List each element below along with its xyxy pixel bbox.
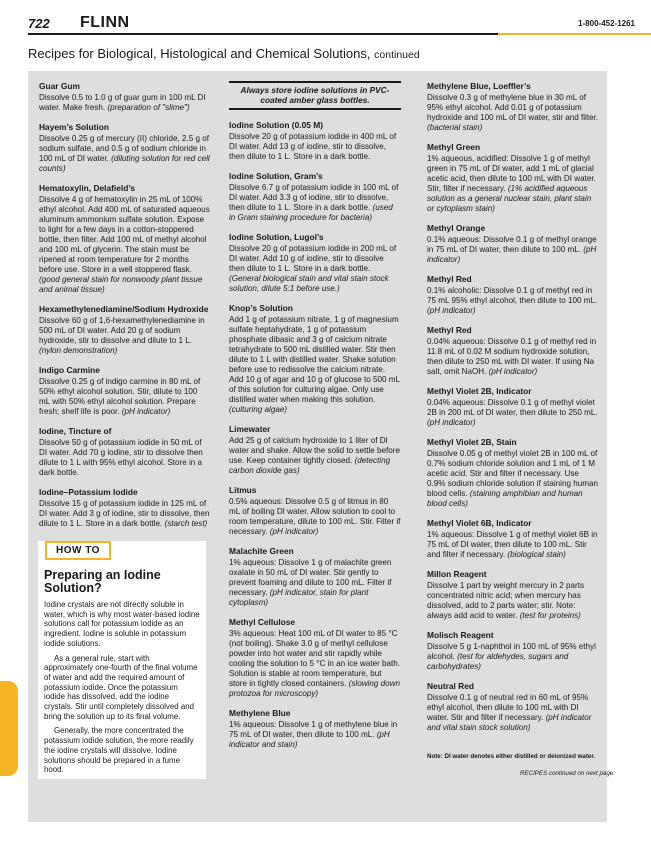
recipe-body <box>229 132 401 162</box>
recipe-body <box>39 499 210 529</box>
recipe-title: Hayem’s Solution <box>39 122 109 132</box>
recipe-instructions: Dissolve 0.25 g of indigo carmine in 80 mL of 50% ethyl alcohol solution. Stir, dilute to 100 mL with 50% ethyl alcohol solution. Prepare fresh; shelf life is poor. <box>39 377 201 416</box>
recipe-use-note: (staining amphibian and human blood cells) <box>427 489 583 508</box>
section-title-continued: continued <box>374 49 420 61</box>
recipe-use-note: (bacterial stain) <box>427 123 483 132</box>
recipe-title: Litmus <box>229 485 257 495</box>
recipe-instructions: 1% aqueous: Dissolve 1 g of methylene blue in 75 mL of DI water, then dilute to 100 mL. <box>229 720 398 739</box>
recipe-instructions: 3% aqueous: Heat 100 mL of DI water to 85 °C (not boiling). Shake 3.0 g of methyl cellulose powder into hot water and stir rapidly while cooling the solution to 5 °C in an ice water bath. Solution is stable at room temperature, but store in tightly closed containers. <box>229 629 401 688</box>
recipe-entry <box>427 81 599 133</box>
howto-badge: HOW TO <box>45 541 111 560</box>
recipe-use-note: (pH indicator, stain for plant cytoplasm) <box>229 588 369 607</box>
recipe-entry <box>427 386 599 428</box>
recipe-use-note: (pH indicator) <box>427 245 597 264</box>
recipe-title: Methylene Blue <box>229 708 291 718</box>
column-3 <box>427 81 599 742</box>
recipe-title: Methyl Green <box>427 142 481 152</box>
recipe-body <box>427 337 599 377</box>
recipe-title: Iodine Solution (0.05 M) <box>229 120 323 130</box>
recipe-use-note: (pH indicator) <box>121 407 171 416</box>
recipe-body <box>39 316 210 356</box>
recipe-instructions: 1% aqueous: Dissolve 1 g of methyl violet 6B in 75 mL of DI water, then dilute to 100 mL. Stir and filter if necessary. <box>427 530 598 559</box>
recipe-entry <box>427 325 599 377</box>
section-title-text: Recipes for Biological, Histological and Chemical Solutions, <box>28 46 371 61</box>
recipe-instructions: Dissolve 0.5 to 1.0 g of guar gum in 100 mL DI water. Make fresh. <box>39 93 206 112</box>
recipe-instructions: 0.1% alcoholic: Dissolve 0.1 g of methyl red in 75 mL 95% ethyl alcohol, then dilute to 100 mL. <box>427 286 598 305</box>
recipe-body <box>229 497 401 537</box>
recipe-use-note: (nylon demonstration) <box>39 346 118 355</box>
recipe-title: Methyl Violet 2B, Stain <box>427 437 517 447</box>
recipe-title: Millon Reagent <box>427 569 487 579</box>
recipe-instructions: Dissolve 60 g of 1,6-hexamethylenediamine in 500 mL of DI water. Add 20 g of sodium hydroxide, stir to dissolve and dilute to 1 L. <box>39 316 205 345</box>
column-2 <box>229 120 401 759</box>
recipe-entry <box>39 365 210 417</box>
recipe-instructions: Dissolve 15 g of potassium iodide in 125 mL of DI water. Add 3 g of iodine, stir to dissolve, then dilute to 1 L. Store in a dark bottle. <box>39 499 210 528</box>
recipe-body <box>229 183 401 223</box>
recipe-entry <box>427 142 599 214</box>
recipe-title: Molisch Reagent <box>427 630 494 640</box>
recipe-entry <box>229 546 401 608</box>
recipe-body <box>427 449 599 509</box>
recipe-use-note: (starch test) <box>164 519 208 528</box>
recipe-body <box>39 438 210 478</box>
recipe-entry <box>427 681 599 733</box>
recipe-instructions: 0.04% aqueous: Dissolve 0.1 g of methyl violet 2B in 200 mL of DI water, then dilute to 250 mL. <box>427 398 598 417</box>
recipe-entry <box>229 617 401 699</box>
recipe-title: Malachite Green <box>229 546 294 556</box>
recipe-title: Guar Gum <box>39 81 80 91</box>
recipe-entry <box>39 81 210 113</box>
recipe-body <box>427 642 599 672</box>
header-rule-accent <box>498 33 651 35</box>
recipe-body <box>39 195 210 295</box>
recipe-entry <box>39 183 210 295</box>
recipe-body <box>39 134 210 174</box>
recipe-body <box>427 154 599 214</box>
recipe-use-note: (used in Gram staining procedure for bacteria) <box>229 203 393 222</box>
recipe-title: Iodine Solution, Gram’s <box>229 171 323 181</box>
recipe-body <box>229 720 401 750</box>
recipe-instructions: Dissolve 0.1 g of neutral red in 60 mL of 95% ethyl alcohol, then dilute to 100 mL with DI water. Stir and filter if necessary. <box>427 693 589 722</box>
continued-next-page: RECIPES continued on next page. <box>520 770 615 777</box>
recipe-title: Methyl Orange <box>427 223 486 233</box>
recipe-body <box>229 436 401 476</box>
recipe-body <box>427 235 599 265</box>
recipe-title: Neutral Red <box>427 681 475 691</box>
recipe-instructions: 0.5% aqueous: Dissolve 0.5 g of litmus in 80 mL of boiling DI water. Allow solution to cool to room temperature, dilute to 100 mL. Stir. Filter if necessary. <box>229 497 401 536</box>
recipe-body <box>427 530 599 560</box>
recipe-entry <box>229 171 401 223</box>
recipe-instructions: 0.1% aqueous: Dissolve 0.1 g of methyl orange in 75 mL of DI water, then dilute to 100 mL. <box>427 235 597 254</box>
howto-box <box>38 541 206 779</box>
recipe-instructions: 0.04% aqueous: Dissolve 0.1 g of methyl red in 11.8 mL of 0.02 M sodium hydroxide solution, then dilute to 250 mL with DI water. If using Na salt, omit NaOH. <box>427 337 597 376</box>
recipe-body <box>39 93 210 113</box>
recipe-entry <box>39 304 210 356</box>
recipe-entry <box>229 120 401 162</box>
page-header <box>0 0 651 44</box>
recipe-title: Methylene Blue, Loeffler’s <box>427 81 531 91</box>
recipe-instructions: Dissolve 1 part by weight mercury in 2 parts concentrated nitric acid; when mercury has dissolved, add to 2 parts water; stir. Note: always add acid to water. <box>427 581 584 620</box>
recipe-use-note: (biological stain) <box>507 550 566 559</box>
recipe-instructions: Dissolve 0.3 g of methylene blue in 30 mL of 95% ethyl alcohol. Add 0.01 g of potassium hydroxide and 100 mL of DI water, stir and filter. <box>427 93 599 122</box>
recipe-use-note: (test for proteins) <box>519 611 581 620</box>
side-tab <box>0 681 18 776</box>
recipe-instructions: Dissolve 0.25 g of mercury (II) chloride, 2.5 g of sodium sulfate, and 0.5 g of sodium chloride in 100 mL of DI water. <box>39 134 210 163</box>
howto-title: Preparing an Iodine Solution? <box>44 568 161 595</box>
recipe-title: Hexamethylenediamine/Sodium Hydroxide <box>39 304 209 314</box>
recipe-entry <box>229 232 401 294</box>
footnote: Note: DI water denotes either distilled or deionized water. <box>427 753 596 760</box>
recipe-instructions: Dissolve 5 g 1-naphthol in 100 mL of 95% ethyl alcohol. <box>427 642 596 661</box>
recipe-body <box>427 581 599 621</box>
recipe-use-note: (good general stain for nonwoody plant tissue and animal tissue) <box>39 275 203 294</box>
recipe-use-note: (pH indicator) <box>269 527 319 536</box>
recipe-title: Methyl Violet 6B, Indicator <box>427 518 532 528</box>
section-title <box>28 46 420 61</box>
recipe-use-note: (diluting solution for red cell counts) <box>39 154 210 173</box>
page-number: 722 <box>28 16 50 31</box>
recipe-title: Hematoxylin, Delafield’s <box>39 183 136 193</box>
recipe-body <box>229 244 401 294</box>
recipe-instructions: Dissolve 20 g of potassium iodide in 400 mL of DI water. Add 13 g of iodine, stir to dissolve, then dilute to 1 L. Store in a dark bottle. <box>229 132 397 161</box>
recipe-entry <box>39 122 210 174</box>
recipe-use-note: (detecting carbon dioxide gas) <box>229 456 391 475</box>
recipe-entry <box>229 303 401 415</box>
recipe-instructions: Dissolve 4 g of hematoxylin in 25 mL of 100% ethyl alcohol. Add 400 mL of saturated aqueous aluminum ammonium sulfate solution. Expose to light for a few days in a cotton-stoppered bottle, then filter. Add 100 mL of methyl alcohol and 100 mL of glycerin. The stain must be ripened at room temperature for 2 months before use. Store in a well stoppered flask. <box>39 195 210 274</box>
recipe-entry <box>229 424 401 476</box>
recipe-entry <box>39 426 210 478</box>
recipe-title: Knop’s Solution <box>229 303 293 313</box>
recipe-use-note: (slowing down protozoa for microscopy) <box>229 679 400 698</box>
recipe-body <box>229 315 401 415</box>
recipe-title: Iodine–Potassium Iodide <box>39 487 138 497</box>
recipe-instructions: Dissolve 0.05 g of methyl violet 2B in 100 mL of 0.7% sodium chloride solution and 1 mL of 1 M acetic acid. Stir and filter if necessary. Use 0.9% sodium chloride solution if staining human blood cells. <box>427 449 598 498</box>
column-1 <box>39 81 210 538</box>
recipe-entry <box>427 437 599 509</box>
recipe-use-note: (1% acidified aqueous solution as a general nuclear stain, plant stain or cytoplasm stain) <box>427 184 592 213</box>
recipe-instructions: 1% aqueous, acidified: Dissolve 1 g of methyl green in 75 mL of DI water, add 1 mL of glacial acetic acid, then dilute to 100 mL with DI water. Stir, filter if necessary. <box>427 154 596 193</box>
howto-paragraph-2: As a general rule, start with approximately one-fourth of the final volume of water and add the required amount of potassium iodide. Once the potassium iodide has dissolved, add the iodine crystals. Stir until completely dissolved and bring the solution up to its final volume. <box>44 653 198 721</box>
recipe-use-note: (pH indicator) <box>427 418 476 427</box>
recipe-body <box>229 629 401 699</box>
brand-logo: FLINN <box>80 14 130 31</box>
recipe-title: Methyl Red <box>427 274 472 284</box>
recipe-entry <box>39 487 210 529</box>
recipe-use-note: (pH indicator and stain) <box>229 730 390 749</box>
recipe-entry <box>229 708 401 750</box>
recipe-use-note: (pH indicator) <box>427 306 476 315</box>
recipe-body <box>229 558 401 608</box>
recipe-title: Iodine, Tincture of <box>39 426 112 436</box>
recipe-use-note: (General biological stain and vital stain stock solution, dilute 5:1 before use.) <box>229 274 389 293</box>
recipe-instructions: 1% aqueous: Dissolve 1 g of malachite green oxalate in 50 mL of DI water. Stir gently to prevent foaming and dilute to 100 mL. Filter if necessary. <box>229 558 392 597</box>
recipe-entry <box>427 569 599 621</box>
recipe-entry <box>427 274 599 316</box>
iodine-storage-callout: Always store iodine solutions in PVC-coated amber glass bottles. <box>229 81 401 110</box>
recipe-entry <box>427 630 599 672</box>
recipe-instructions: Dissolve 20 g of potassium iodide in 200 mL of DI water. Add 10 g of iodine, stir to dissolve then dilute to 1 L. Store in a dark bottle. <box>229 244 397 273</box>
recipe-body <box>427 398 599 428</box>
recipe-title: Indigo Carmine <box>39 365 100 375</box>
recipe-instructions: Add 25 g of calcium hydroxide to 1 liter of DI water and shake. Allow the solid to settle before use. Keep container tightly closed. <box>229 436 400 465</box>
phone-number: 1-800-452-1261 <box>578 19 635 28</box>
recipe-title: Methyl Red <box>427 325 472 335</box>
recipe-body <box>427 286 599 316</box>
recipe-instructions: Dissolve 6.7 g of potassium iodide in 100 mL of DI water. Add 3.3 g of iodine, stir to dissolve, then dilute to 1 L. Store in a dark bottle. <box>229 183 399 212</box>
recipe-body <box>39 377 210 417</box>
header-rule <box>28 33 498 35</box>
recipe-entry <box>229 485 401 537</box>
recipe-entry <box>427 518 599 560</box>
howto-paragraph-1: Iodine crystals are not directly soluble in water, which is why most water-based iodine solutions call for potassium iodide as an ingredient. Iodine is soluble in potassium iodide solutions. <box>44 600 200 648</box>
howto-paragraph-3: Generally, the more concentrated the potassium iodide solution, the more readily the iodine crystals will dissolve. Iodine solutions should be prepared in a fume hood. <box>44 726 194 775</box>
recipe-entry <box>427 223 599 265</box>
recipe-instructions: Dissolve 50 g of potassium iodide in 50 mL of DI water. Add 70 g iodine, stir to dissolve then dilute to 1 L with 95% ethyl alcohol. Store in a dark bottle. <box>39 438 203 477</box>
recipe-title: Methyl Cellulose <box>229 617 296 627</box>
recipe-use-note: (preparation of "slime") <box>107 103 190 112</box>
recipe-body <box>427 693 599 733</box>
recipe-title: Limewater <box>229 424 271 434</box>
recipe-use-note: (pH indicator) <box>488 367 538 376</box>
recipe-use-note: (culturing algae) <box>229 405 288 414</box>
recipe-title: Methyl Violet 2B, Indicator <box>427 386 532 396</box>
recipe-use-note: (pH indicator and vital stain stock solution) <box>427 713 592 732</box>
recipe-use-note: (test for aldehydes, sugars and carbohydrates) <box>427 652 569 671</box>
recipe-body <box>427 93 599 133</box>
recipe-title: Iodine Solution, Lugol’s <box>229 232 324 242</box>
recipe-instructions: Add 1 g of potassium nitrate, 1 g of magnesium sulfate heptahydrate, 1 g of potassium phosphate dibasic and 3 g of calcium nitrate tetrahydrate to 500 mL distilled water. Stir then dilute to 1 L with distilled water. Shake solution before use to redissolve the calcium nitrate. Add 10 g of agar and 10 g of glucose to 500 mL of this solution for culturing algae. Only use distilled water when making this solution. <box>229 315 400 404</box>
